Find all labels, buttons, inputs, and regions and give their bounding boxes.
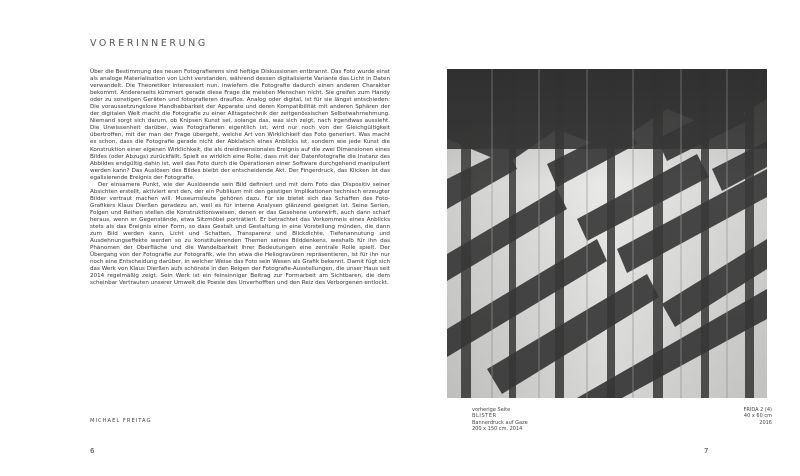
author-name: MICHAEL FREITAG [90,418,152,424]
essay-paragraph-1: Über die Bestimmung des neuen Fotografierens sind heftige Diskussionen entbrannt. Das Foto wurde einst als analoge Materialisation von Licht verstanden, während dessen digitalisierte Variante das Licht in Daten verwandelt. Die Theoretiker interessiert nun, inwiefern die Fotografie dadurch einen anderen Charakter bekommt. Andererseits kümmert gerade diese Frage die meisten Menschen nicht. Sie greifen zum Handy oder zu sonstigen Geräten und fotografieren drauflos. Analog oder digital, ist für sie längst entschieden: Die voraussetzungslose Handhabbarkeit der Apparate und deren Kompatibilität mit anderen Sphären der der digitalen Welt macht die Fotografie zu einer Alltagstechnik der zeitgenössischen Selbstwahrnehmung. Niemand sorgt sich darum, ob Knipsen Kunst sei, solange das, was sich zeigt, nach irgendwas aussieht. Die Unwissenheit darüber, was Fotografieren eigentlich ist, wird nur noch von der Gleichgültigkeit übertroffen, mit der man der Frage übergeht, welche Art von Wirklichkeit das Foto generiert. Was macht es schon, dass die Fotografie gerade nicht der Abklatsch eines Anblicks ist, sondern wie jede Kunst die Konstruktion einer eigenen Wirklichkeit, die als dreidimensionales Ereignis auf die zwei Dimensionen eines Bildes (oder Abzugs) zurückfällt. Spielt es wirklich eine Rolle, dass mit der Datenfotografie die Instanz des Abbildes endgültig dahin ist, weil das Foto durch die Operationen einer Software durchgehend manipuliert werden kann? Das Auslösen des Bildes bleibt der entscheidende Akt. Der Fingerdruck, das Klicken ist das egalisierende Ereignis der Fotografie. [90,69,390,181]
caption-prev-medium: Bannerdruck auf Gaze [472,419,528,426]
caption-previous-page [472,407,612,432]
caption-prev-dimensions: 200 x 150 cm, 2014 [472,425,523,432]
section-heading: VORERINNERUNG [90,38,208,49]
caption-prev-label: vorherige Seite [472,407,511,413]
page-number-left: 6 [90,447,95,455]
caption-title: FRIDA 2 (4) [743,407,772,413]
caption-prev-title: BLISTER [472,413,497,420]
essay-paragraph-2: Der einsamere Punkt, wie der Auslösende sein Bild definiert und mit dem Foto das Dispositiv seiner Absichten erstellt, aktiviert erst den, der ein Publikum mit den geistigen Implikationen technisch erzeugter Bilder vertraut machen will. Museumsleute gehören dazu. Für sie bietet sich das Schaffen des Foto-Grafikers Klaus Dierßen geradezu an, weil es für interne Analysen glänzend geeignet ist. Seine Serien, Folgen und Reihen stellen die Konstruktionsweisen, denen er das Gesehene unterwirft, auch dann scharf heraus, wenn er Gegenstände, etwa Sitzmöbel porträtiert. Er betrachtet das Vorkommnis eines Anblicks stets als das Ereignis einer Form, so dass Gestalt und Gestaltung in eine Vorstellung münden, die dann zum Bild werden kann. Licht und Schatten, Transparenz und Blickdichte, Tiefenannutung und Ausdehnungseffekte werden so zu konstituierenden Themen seines Bilddenkens, weshalb für ihn das Phänomen der Oberfläche und die Wandelbarkeit ihrer Bedeutungen eine zentrale Rolle spielt. Der Übergang von der Fotografie zur Fotografik, wie ihn etwa die Heliogravüren repräsentieren, ist für ihn nur noch eine Entscheidung darüber, in welcher Weise das Foto sein Wesen als Grafik bekennt. Damit fügt sich das Werk von Klaus Dierßen aufs schönste in den Reigen der Fotografie-Ausstellungen, die unser Haus seit 2014 regelmäßig zeigt. Sein Werk ist ein feinsinniger Beitrag zur Formarbeit am Sichtbaren, die dem scheinbar Vertrauten unserer Umwelt die Poesie des Unverhofften und den Reiz des Verborgenen entlockt. [90,181,390,287]
caption-current-photo [632,407,772,426]
right-page [400,0,800,476]
artwork-photo [447,69,767,398]
caption-year: 2016 [759,419,772,426]
essay-body [90,69,390,287]
caption-dimensions: 40 x 60 cm [743,413,772,420]
page-number-right: 7 [704,447,709,455]
